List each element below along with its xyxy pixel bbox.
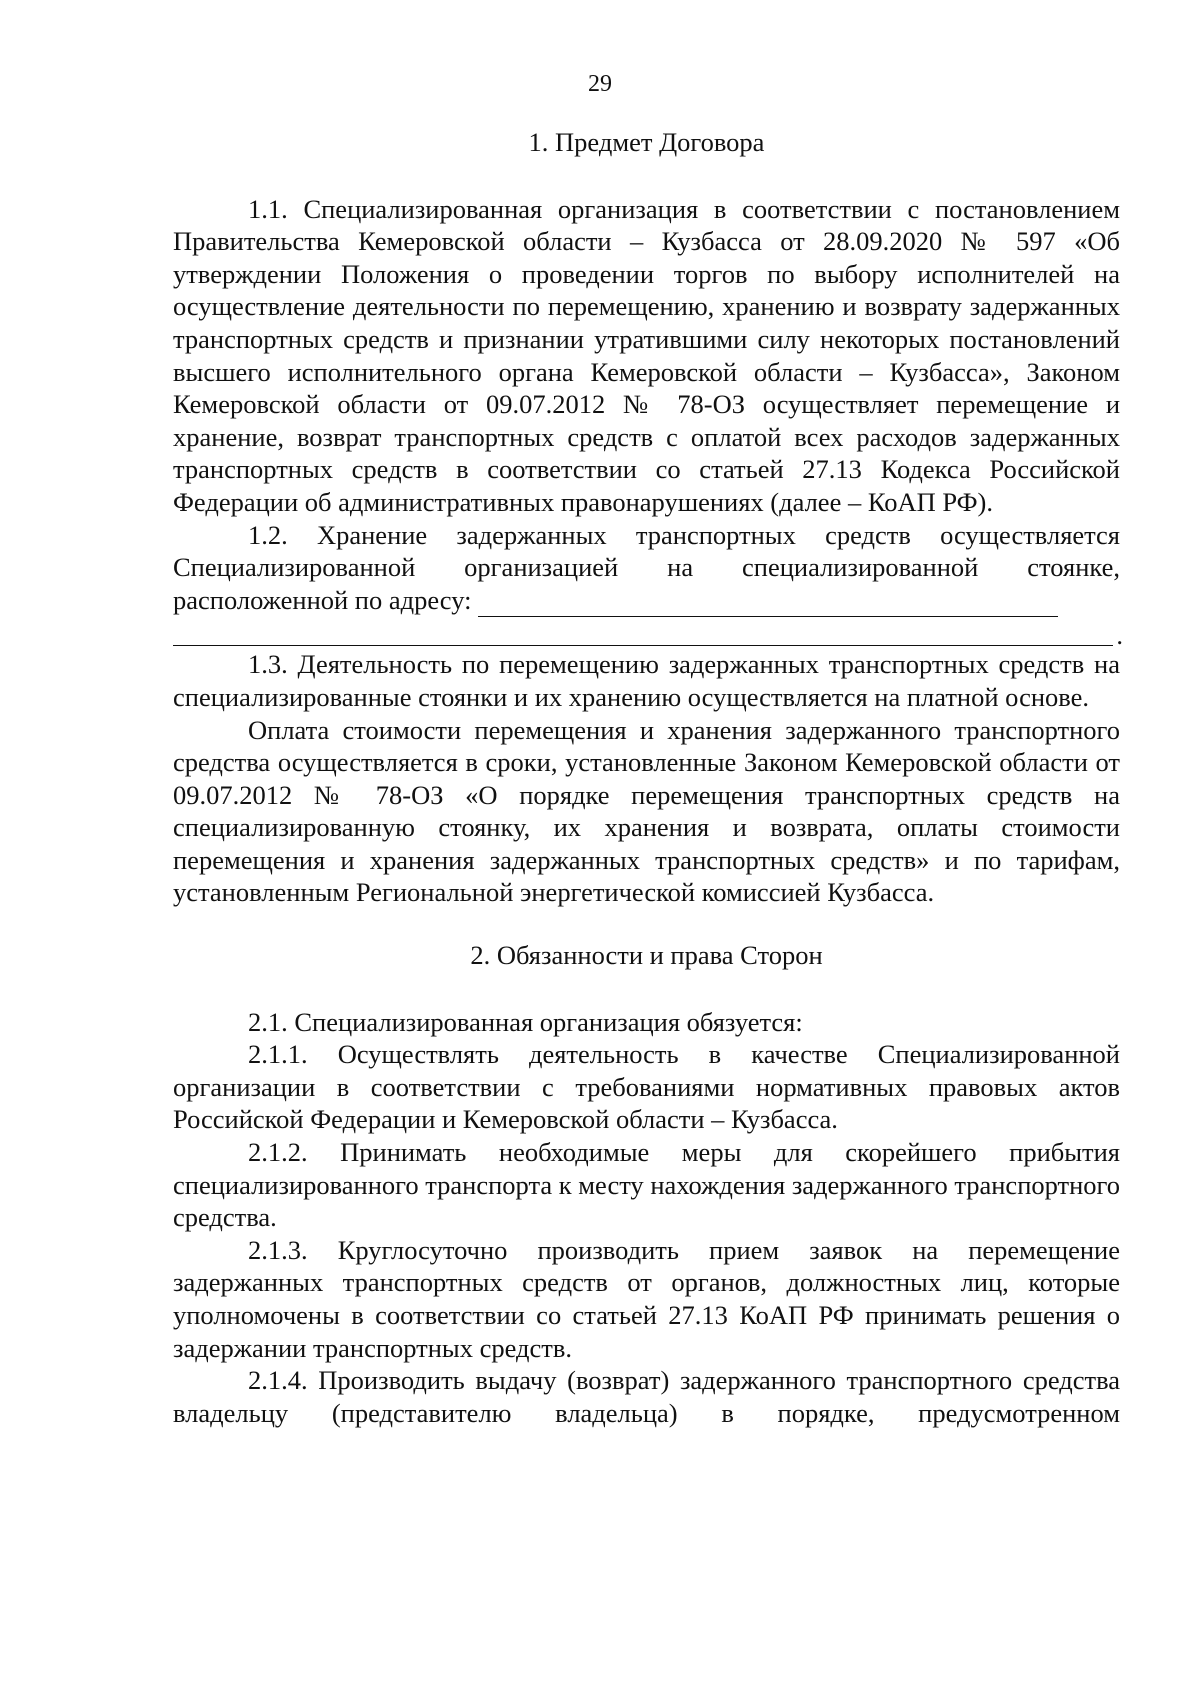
section-1-heading: 1. Предмет Договора [528,127,765,157]
paragraph-1-3-payment: Оплата стоимости перемещения и хранения задержанного транспортного средства осуществляется в сроки, установленные Законом Кемеровской области от 09.07.2012 № 78-ОЗ «О порядке перемещения транспортных средств на специализированную стоянку, их хранения и возврата, оплаты стоимости перемещения и хранения задержанных транспортных средств» и по тарифам, установленным Региональной энергетической комиссией Кузбасса. [173,714,1120,908]
paragraph-2-1-3: 2.1.3. Круглосуточно производить прием заявок на перемещение задержанных транспортных средств от органов, должностных лиц, которые уполномочены в соответствии со статьей 27.13 КоАП РФ принимать решения о задержании транспортных средств. [173,1234,1120,1363]
address-blank-line-2 [173,617,1123,650]
document-body [173,126,1123,1429]
paragraph-1-1: 1.1. Специализированная организация в соответствии с постановлением Правительства Кемеровской области – Кузбасса от 28.09.2020 № 597 «Об утверждении Положения о проведении торгов по выбору исполнителей на осуществление деятельности по перемещению, хранению и возврату задержанных транспортных средств и признании утратившими силу некоторых постановлений высшего исполнительного органа Кемеровской области – Кузбасса», Законом Кемеровской области от 09.07.2012 № 78-ОЗ осуществляет перемещение и хранение, возврат транспортных средств с оплатой всех расходов задержанных транспортных средств в соответствии со статьей 27.13 Кодекса Российской Федерации об административных правонарушениях (далее – КоАП РФ). [173,193,1120,517]
paragraph-2-1: 2.1. Специализированная организация обязуется: [248,1006,803,1037]
page-number: 29 [588,71,612,97]
paragraph-1-3: 1.3. Деятельность по перемещению задержанных транспортных средств на специализированные стоянки и их хранению осуществляется на платной основе. [173,649,1120,712]
paragraph-1-2-text: 1.2. Хранение задержанных транспортных средств осуществляется Специализированной организацией на специализированной стоянке, расположенной по адресу: [173,519,1120,615]
section-2-heading: 2. Обязанности и права Сторон [470,940,823,971]
paragraph-1-2 [173,519,1120,618]
paragraph-2-1-2: 2.1.2. Принимать необходимые меры для скорейшего прибытия специализированного транспорта к месту нахождения задержанного транспортного средства. [173,1137,1120,1233]
address-end-dot: . [1116,619,1123,650]
paragraph-2-1-4: 2.1.4. Производить выдачу (возврат) задержанного транспортного средства владельцу (представителю владельца) в порядке, предусмотренном [173,1365,1120,1428]
address-blank-line [478,584,1058,618]
paragraph-2-1-1: 2.1.1. Осуществлять деятельность в качестве Специализированной организации в соответствии с требованиями нормативных правовых актов Российской Федерации и Кемеровской области – Кузбасса. [173,1039,1120,1135]
